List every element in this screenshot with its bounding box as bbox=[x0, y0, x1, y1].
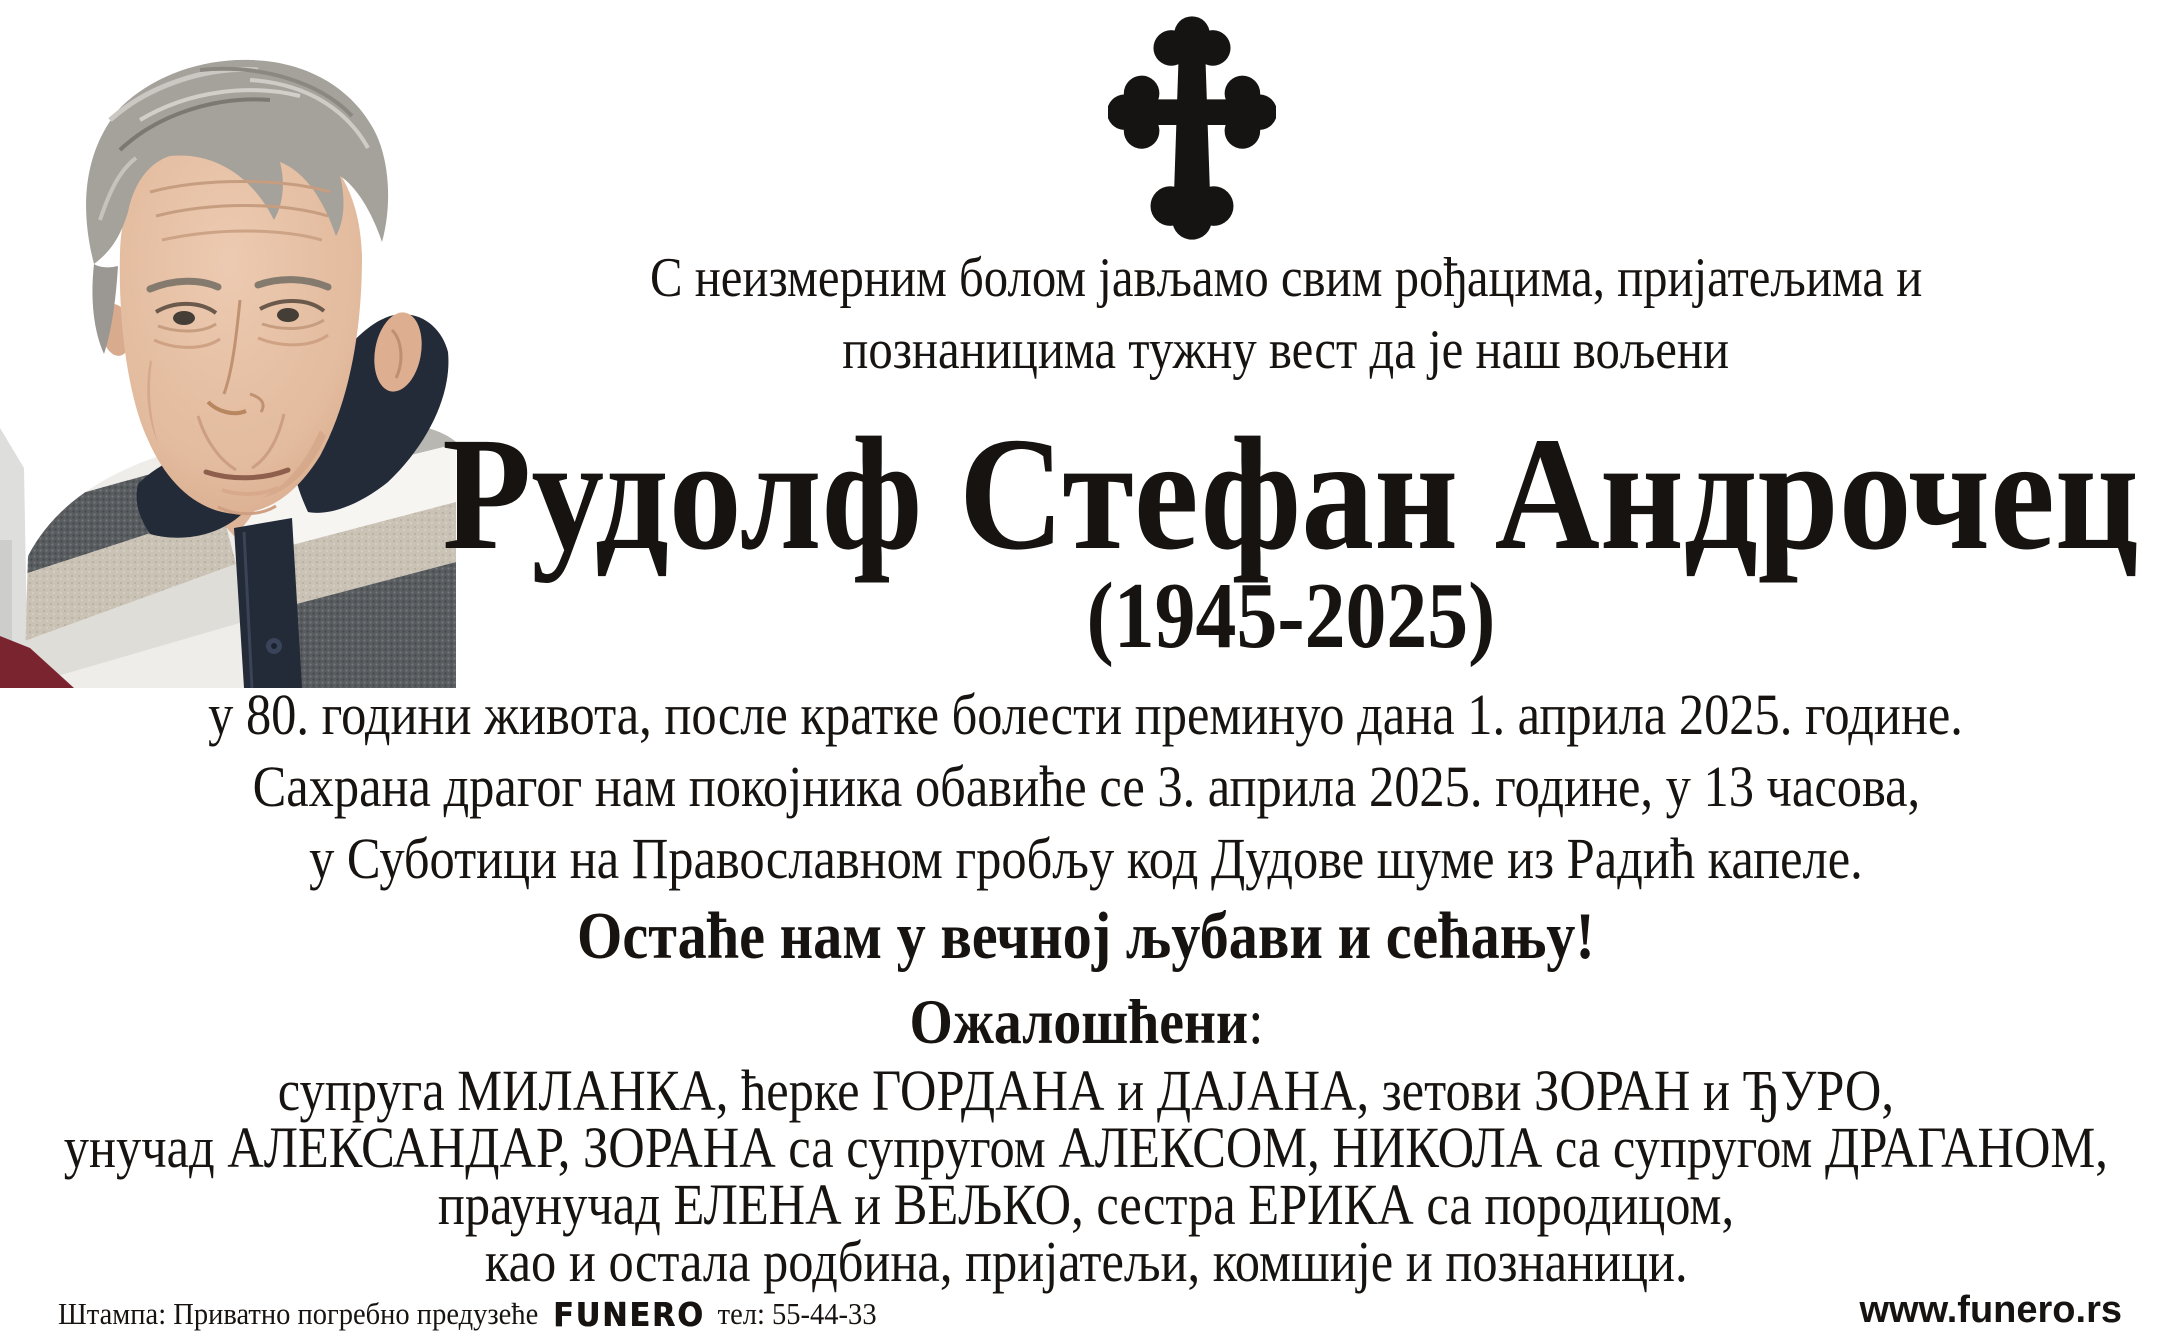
print-credit bbox=[58, 1292, 948, 1334]
announcement-line-2: Сахрана драгог нам покојника обавиће се 3. априла 2025. године, у 13 часова, bbox=[252, 753, 1920, 819]
portrait-photo bbox=[0, 0, 456, 688]
mourners-line: као и остала родбина, пријатељи, комшије и познаници. bbox=[484, 1229, 1688, 1294]
announcement-line-3: у Суботици на Православном гробљу код Дудове шуме из Радић капеле. bbox=[309, 825, 1863, 891]
closing-message: Остаће нам у вечној љубави и сећању! bbox=[577, 898, 1595, 973]
funero-logo: FUNERO bbox=[552, 1294, 705, 1334]
portrait-photo-svg bbox=[0, 0, 456, 688]
mourners-heading-colon: : bbox=[1247, 986, 1264, 1057]
deceased-years-block bbox=[420, 564, 2162, 668]
intro-text bbox=[460, 242, 2112, 386]
deceased-years: (1945-2025) bbox=[1086, 564, 1496, 668]
mourners-line: унучад АЛЕКСАНДАР, ЗОРАНА са супругом АЛЕКСОМ, НИКОЛА са супругом ДРАГАНОМ, bbox=[63, 1115, 2109, 1180]
mourners-list bbox=[0, 1058, 2172, 1294]
intro-line-1: С неизмерним болом јављамо свим рођацима, пријатељима и bbox=[649, 247, 1923, 309]
print-credit-text: Штампа: Приватно погребно предузеће bbox=[58, 1296, 539, 1331]
print-credit-phone: тел: 55-44-33 bbox=[717, 1296, 877, 1331]
announcement-text bbox=[0, 678, 2172, 894]
mourners-line: супруга МИЛАНКА, ћерке ГОРДАНА и ДАЈАНА, зетови ЗОРАН и ЂУРО, bbox=[277, 1058, 1895, 1123]
mourners-heading: Ожалошћени bbox=[908, 986, 1248, 1057]
mourners-line: праунучад ЕЛЕНА и ВЕЉКО, сестра ЕРИКА са породицом, bbox=[437, 1172, 1735, 1237]
intro-line-2: познаницима тужну вест да је наш вољени bbox=[842, 319, 1730, 381]
closing-message-block bbox=[0, 896, 2172, 976]
announcement-line-1: у 80. години живота, после кратке болести преминуо дана 1. априла 2025. године. bbox=[208, 681, 1964, 747]
orthodox-cross-icon bbox=[1108, 12, 1276, 242]
website-url: www.funero.rs bbox=[1859, 1288, 2122, 1331]
mourners-heading-block bbox=[0, 986, 2172, 1058]
deceased-name: Рудолф Стефан Андрочец bbox=[442, 405, 2140, 584]
